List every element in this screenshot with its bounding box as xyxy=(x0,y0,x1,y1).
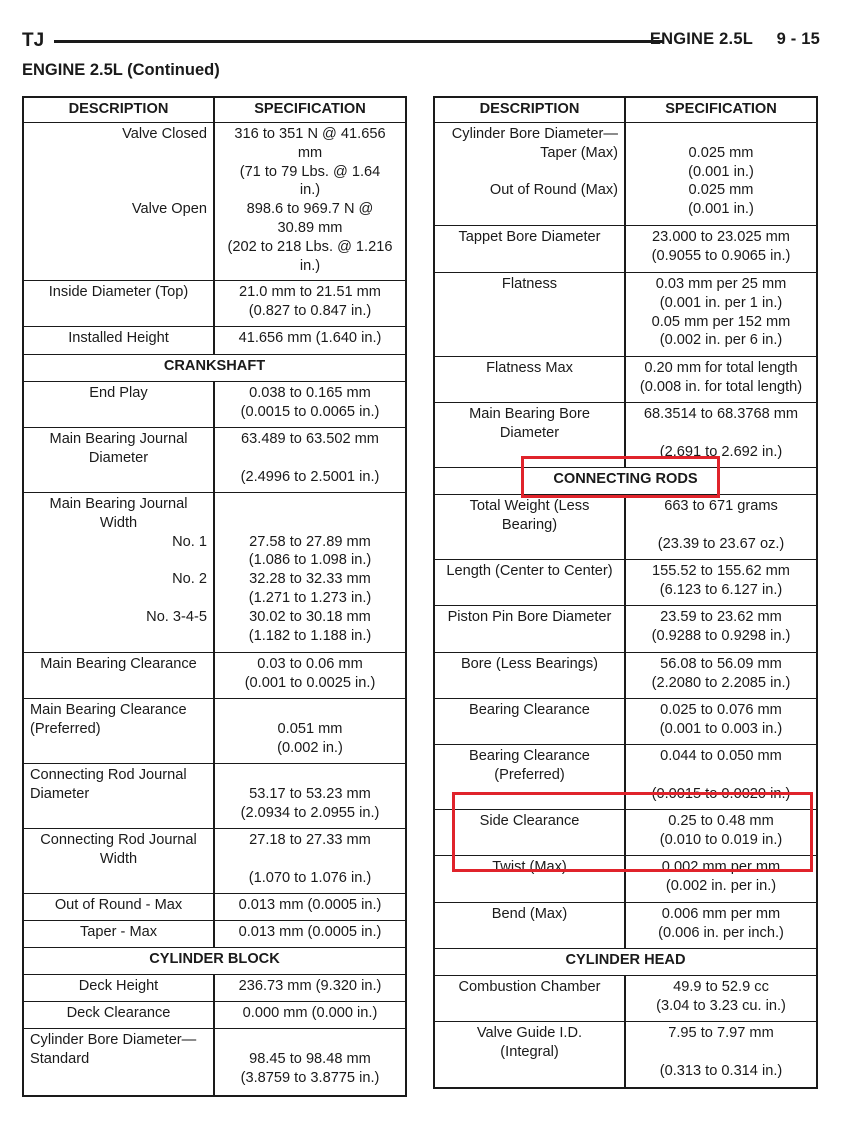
description-line: Connecting Rod Journal xyxy=(40,832,197,848)
left-spec-table xyxy=(22,96,407,1097)
specification-line: (0.008 in. for total length) xyxy=(639,378,803,395)
description-line: Bearing Clearance xyxy=(469,748,590,764)
specification-line xyxy=(221,514,399,533)
specification-line: (1.182 to 1.188 in.) xyxy=(248,627,372,644)
specification-line: (2.4996 to 2.5001 in.) xyxy=(240,468,380,485)
description-line: Twist (Max) xyxy=(492,859,567,875)
specification-line: (2.0934 to 2.0955 in.) xyxy=(240,804,380,821)
table-row xyxy=(24,764,405,829)
specification-line: (1.271 to 1.273 in.) xyxy=(248,589,372,606)
specification-line: 41.656 mm (1.640 in.) xyxy=(238,330,382,346)
specification-line: 0.002 mm per mm xyxy=(661,859,781,875)
description-line: Valve Guide I.D. xyxy=(476,1025,583,1041)
description-line xyxy=(441,163,618,182)
specification-line: in.) xyxy=(299,182,321,199)
table-row xyxy=(24,327,405,355)
section-label: CYLINDER BLOCK xyxy=(149,951,280,967)
description-line: (Preferred) xyxy=(30,720,101,737)
section-row xyxy=(435,949,816,976)
description-line: Diameter xyxy=(499,424,560,441)
specification-line: 0.013 mm (0.0005 in.) xyxy=(238,924,382,940)
table-row xyxy=(24,493,405,653)
description-line: No. 1 xyxy=(172,533,207,550)
specification-line xyxy=(632,766,810,785)
specification-cell xyxy=(215,894,405,920)
description-cell xyxy=(24,975,215,1001)
specification-cell xyxy=(215,699,405,763)
description-line: Taper (Max) xyxy=(540,144,618,161)
specification-line xyxy=(632,516,810,535)
description-line: Inside Diameter (Top) xyxy=(48,284,189,300)
specification-cell xyxy=(626,745,816,809)
specification-cell xyxy=(626,606,816,652)
specification-cell xyxy=(215,653,405,698)
description-line: No. 2 xyxy=(172,571,207,588)
description-cell xyxy=(24,699,215,763)
description-cell xyxy=(435,699,626,744)
description-line: Width xyxy=(99,850,138,867)
specification-line: (0.002 in. per 6 in.) xyxy=(659,332,783,349)
specification-line: (0.002 in. per in.) xyxy=(665,877,777,894)
specification-line: (0.001 in.) xyxy=(688,163,754,180)
specification-line: 236.73 mm (9.320 in.) xyxy=(238,978,382,994)
specification-line: 0.000 mm (0.000 in.) xyxy=(242,1005,378,1021)
description-line: Valve Open xyxy=(131,201,207,218)
table-row xyxy=(435,560,816,606)
specification-cell xyxy=(215,921,405,947)
specification-line: (3.8759 to 3.8775 in.) xyxy=(240,1069,380,1086)
table-row xyxy=(24,975,405,1002)
description-cell xyxy=(24,764,215,828)
table-header-row xyxy=(24,98,405,123)
description-line: Diameter xyxy=(30,785,90,802)
specification-line: mm xyxy=(297,144,323,161)
specification-line: 316 to 351 N @ 41.656 xyxy=(234,126,386,142)
specification-line: (1.070 to 1.076 in.) xyxy=(248,869,372,886)
specification-line: 0.038 to 0.165 mm xyxy=(249,385,371,401)
description-line: Flatness xyxy=(501,276,558,292)
specification-line xyxy=(632,1043,810,1062)
specification-line: 0.025 mm xyxy=(688,182,754,199)
description-line: Main Bearing Bore xyxy=(469,406,590,422)
description-line: Main Bearing Clearance xyxy=(30,702,187,718)
specification-line xyxy=(221,850,399,869)
specification-cell xyxy=(626,357,816,402)
specification-line xyxy=(221,766,399,785)
table-row xyxy=(435,357,816,403)
section-row xyxy=(24,948,405,975)
description-line: No. 3-4-5 xyxy=(146,608,207,625)
description-cell xyxy=(435,856,626,902)
specification-line: (2.691 to 2.692 in.) xyxy=(659,443,783,460)
description-line: Deck Clearance xyxy=(66,1005,171,1021)
table-row xyxy=(24,428,405,493)
description-line: Main Bearing Clearance xyxy=(40,656,197,672)
table-row xyxy=(24,1002,405,1029)
description-cell xyxy=(435,357,626,402)
table-row xyxy=(24,894,405,921)
specification-line: (3.04 to 3.23 cu. in.) xyxy=(656,997,786,1014)
table-header-row xyxy=(435,98,816,123)
specification-cell xyxy=(626,1022,816,1087)
page-header xyxy=(22,28,820,54)
specification-cell xyxy=(215,123,405,280)
description-line xyxy=(30,589,207,608)
specification-line: 53.17 to 53.23 mm xyxy=(249,785,371,802)
description-cell xyxy=(24,428,215,492)
description-cell xyxy=(24,382,215,427)
specification-line: (0.002 in.) xyxy=(277,739,343,756)
description-cell xyxy=(435,495,626,559)
section-title: ENGINE 2.5L (Continued) xyxy=(22,61,220,79)
description-line: Main Bearing Journal xyxy=(49,496,188,512)
description-line xyxy=(30,144,207,163)
specification-line: 7.95 to 7.97 mm xyxy=(668,1025,774,1041)
description-cell xyxy=(24,1002,215,1028)
description-line: Connecting Rod Journal xyxy=(30,767,187,783)
specification-line: 49.9 to 52.9 cc xyxy=(673,979,769,995)
table-row xyxy=(435,606,816,653)
col-header-specification: SPECIFICATION xyxy=(254,101,366,117)
specification-line xyxy=(632,125,810,144)
description-cell xyxy=(435,810,626,855)
specification-line xyxy=(221,701,399,720)
description-line: (Preferred) xyxy=(494,766,565,783)
description-line xyxy=(30,181,207,200)
table-row xyxy=(435,273,816,357)
specification-line: (0.006 in. per inch.) xyxy=(658,924,784,941)
table-row xyxy=(24,281,405,327)
specification-cell xyxy=(215,975,405,1001)
specification-cell xyxy=(626,856,816,902)
description-cell xyxy=(24,327,215,354)
section-label: CRANKSHAFT xyxy=(163,358,266,374)
table-row xyxy=(24,653,405,699)
table-row xyxy=(435,810,816,856)
header-page-ref: ENGINE 2.5L 9 - 15 xyxy=(649,30,820,48)
specification-line: 155.52 to 155.62 mm xyxy=(652,563,790,579)
specification-line: 663 to 671 grams xyxy=(664,498,778,514)
table-row xyxy=(435,123,816,226)
specification-cell xyxy=(626,495,816,559)
col-header-specification: SPECIFICATION xyxy=(665,101,777,117)
description-line: Combustion Chamber xyxy=(458,979,601,995)
description-line: Bearing) xyxy=(501,516,558,533)
specification-line: 0.03 mm per 25 mm xyxy=(655,276,787,292)
specification-line: (6.123 to 6.127 in.) xyxy=(659,581,783,598)
specification-cell xyxy=(215,382,405,427)
specification-line: 32.28 to 32.33 mm xyxy=(249,571,371,588)
specification-line: 23.000 to 23.025 mm xyxy=(652,229,790,245)
table-row xyxy=(435,1022,816,1087)
description-line: Taper - Max xyxy=(79,924,158,940)
table-row xyxy=(435,226,816,273)
specification-cell xyxy=(215,764,405,828)
description-line: Out of Round - Max xyxy=(54,897,183,913)
specification-line: 0.025 mm xyxy=(688,144,754,161)
description-line: Cylinder Bore Diameter— xyxy=(30,1032,197,1048)
specification-line: 0.025 to 0.076 mm xyxy=(660,702,782,718)
specification-cell xyxy=(626,403,816,467)
specification-line: 898.6 to 969.7 N @ xyxy=(246,201,374,218)
header-rule xyxy=(54,40,664,43)
description-cell xyxy=(435,123,626,225)
description-cell xyxy=(435,560,626,605)
specification-line: 0.03 to 0.06 mm xyxy=(257,656,363,672)
specification-line xyxy=(221,1031,399,1050)
description-line: Out of Round (Max) xyxy=(489,182,618,199)
description-cell xyxy=(435,653,626,698)
description-line xyxy=(30,551,207,570)
description-cell xyxy=(435,903,626,948)
specification-line: 63.489 to 63.502 mm xyxy=(241,431,379,447)
specification-line: 27.58 to 27.89 mm xyxy=(249,533,371,550)
description-cell xyxy=(435,273,626,356)
specification-line: 0.25 to 0.48 mm xyxy=(668,813,774,829)
specification-line: (0.9055 to 0.9065 in.) xyxy=(651,247,791,264)
table-row xyxy=(24,829,405,894)
specification-line xyxy=(221,449,399,468)
specification-cell xyxy=(215,829,405,893)
specification-line: 0.006 mm per mm xyxy=(661,906,781,922)
specification-line: (202 to 218 Lbs. @ 1.216 xyxy=(227,238,393,255)
specification-line: (0.0015 to 0.0065 in.) xyxy=(240,403,380,420)
specification-line: (23.39 to 23.67 oz.) xyxy=(657,535,785,552)
specification-cell xyxy=(215,327,405,354)
specification-line: 0.05 mm per 152 mm xyxy=(651,313,791,330)
specification-cell xyxy=(626,903,816,948)
section-row xyxy=(24,355,405,382)
description-line: Width xyxy=(99,514,138,531)
specification-cell xyxy=(626,273,816,356)
specification-line: (0.001 to 0.003 in.) xyxy=(659,720,783,737)
specification-line xyxy=(221,495,399,514)
specification-line: 0.20 mm for total length xyxy=(644,360,798,376)
description-line: Flatness Max xyxy=(486,360,573,376)
specification-line: in.) xyxy=(299,257,321,274)
description-cell xyxy=(435,606,626,652)
description-cell xyxy=(24,493,215,652)
specification-line: 0.051 mm xyxy=(277,720,343,737)
description-line: (Integral) xyxy=(500,1043,559,1060)
header-model: TJ xyxy=(22,30,45,51)
description-cell xyxy=(24,123,215,280)
specification-cell xyxy=(626,226,816,272)
description-line: Diameter xyxy=(88,449,149,466)
description-cell xyxy=(435,403,626,467)
description-cell xyxy=(24,281,215,326)
table-row xyxy=(435,495,816,560)
table-row xyxy=(435,903,816,949)
specification-line: (1.086 to 1.098 in.) xyxy=(248,552,372,569)
description-cell xyxy=(24,829,215,893)
description-cell xyxy=(435,976,626,1021)
description-line: Piston Pin Bore Diameter xyxy=(447,609,612,625)
specification-line: 21.0 mm to 21.51 mm xyxy=(239,284,381,300)
specification-line: 23.59 to 23.62 mm xyxy=(660,609,782,625)
specification-cell xyxy=(626,699,816,744)
description-line: Bore (Less Bearings) xyxy=(460,656,599,672)
specification-cell xyxy=(626,123,816,225)
table-row xyxy=(435,403,816,468)
specification-line: 0.044 to 0.050 mm xyxy=(660,748,782,764)
specification-cell xyxy=(215,281,405,326)
table-row xyxy=(24,123,405,281)
description-line: Main Bearing Journal xyxy=(49,431,188,447)
description-line: Valve Closed xyxy=(122,126,207,142)
specification-line: 68.3514 to 68.3768 mm xyxy=(643,406,799,422)
description-cell xyxy=(24,653,215,698)
table-row xyxy=(24,699,405,764)
description-line: Deck Height xyxy=(78,978,159,994)
specification-line: 30.02 to 30.18 mm xyxy=(249,608,371,625)
description-line: Side Clearance xyxy=(479,813,580,829)
specification-line: (2.2080 to 2.2085 in.) xyxy=(651,674,791,691)
specification-line: (0.001 in. per 1 in.) xyxy=(659,294,783,311)
description-line xyxy=(30,163,207,182)
col-header-description: DESCRIPTION xyxy=(24,98,215,122)
section-label: CYLINDER HEAD xyxy=(565,952,686,968)
table-row xyxy=(435,745,816,810)
table-row xyxy=(24,921,405,948)
description-cell xyxy=(435,226,626,272)
specification-line: (0.010 to 0.019 in.) xyxy=(659,831,783,848)
specification-cell xyxy=(626,560,816,605)
table-row xyxy=(435,653,816,699)
specification-cell xyxy=(215,1029,405,1095)
specification-line: 56.08 to 56.09 mm xyxy=(660,656,782,672)
specification-cell xyxy=(215,1002,405,1028)
specification-cell xyxy=(626,976,816,1021)
description-cell xyxy=(435,745,626,809)
specification-line: (0.001 in.) xyxy=(688,201,754,218)
right-spec-table xyxy=(433,96,818,1089)
table-row xyxy=(435,856,816,903)
section-row xyxy=(435,468,816,495)
specification-line: (0.9288 to 0.9298 in.) xyxy=(651,627,791,644)
description-line: Bend (Max) xyxy=(491,906,568,922)
specification-cell xyxy=(215,428,405,492)
table-row xyxy=(24,382,405,428)
col-header-description: DESCRIPTION xyxy=(435,98,626,122)
specification-line: (0.313 to 0.314 in.) xyxy=(659,1062,783,1079)
description-cell xyxy=(24,894,215,920)
description-line: End Play xyxy=(89,385,148,401)
specification-line: 98.45 to 98.48 mm xyxy=(249,1050,371,1067)
specification-line: (71 to 79 Lbs. @ 1.64 xyxy=(239,163,381,180)
description-line: Total Weight (Less xyxy=(469,498,590,514)
description-line: Bearing Clearance xyxy=(469,702,590,718)
description-line: Cylinder Bore Diameter— xyxy=(451,126,618,142)
specification-line: (0.0015 to 0.0020 in.) xyxy=(651,785,791,802)
specification-line: (0.827 to 0.847 in.) xyxy=(248,302,372,319)
description-cell xyxy=(24,921,215,947)
specification-cell xyxy=(626,653,816,698)
specification-cell xyxy=(215,493,405,652)
description-cell xyxy=(435,1022,626,1087)
specification-line: 0.013 mm (0.0005 in.) xyxy=(238,897,382,913)
description-line: Tappet Bore Diameter xyxy=(458,229,601,245)
description-line: Length (Center to Center) xyxy=(446,563,613,579)
description-line: Installed Height xyxy=(68,330,169,346)
table-row xyxy=(24,1029,405,1095)
specification-line: 27.18 to 27.33 mm xyxy=(249,832,371,848)
description-cell xyxy=(24,1029,215,1095)
description-line: Standard xyxy=(30,1050,90,1067)
table-row xyxy=(435,976,816,1022)
specification-line: (0.001 to 0.0025 in.) xyxy=(244,674,376,691)
table-row xyxy=(435,699,816,745)
section-label: CONNECTING RODS xyxy=(553,471,698,487)
specification-line xyxy=(632,424,810,443)
specification-cell xyxy=(626,810,816,855)
specification-line: 30.89 mm xyxy=(277,219,343,236)
